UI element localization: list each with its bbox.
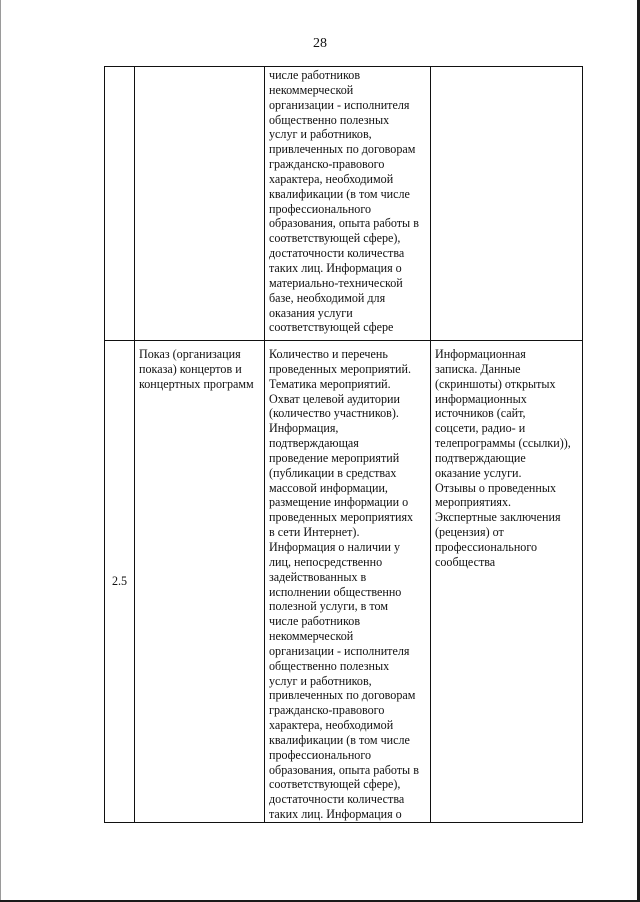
page-number: 28 — [313, 36, 327, 51]
table-row-2-5 — [105, 341, 583, 823]
evaluation-criteria-cell: числе работников некоммерческой организации - исполнителя общественно полезных услуг и работников, привлеченных по договорам гражданско-правового характера, необходимой квалификации (в том числе профессионального образования, опыта работы в соответствующей сфере), достаточности количества таких лиц. Информация о материально-технической базе, необходимой для оказания услуги соответствующей сфере — [265, 67, 431, 341]
scan-left-edge — [0, 0, 1, 902]
row-number-cell — [105, 67, 135, 341]
services-table — [104, 66, 583, 823]
table-row-continuation — [105, 67, 583, 341]
evaluation-criteria-cell: Количество и перечень проведенных мероприятий. Тематика мероприятий. Охват целевой аудитории (количество участников). Информация, подтверждающая проведение мероприятий (публикации в средствах массовой информации, размещение информации о проведенных мероприятиях в сети Интернет). Информация о наличии у лиц, непосредственно задействованных в исполнении общественно полезной услуги, в том числе работников некоммерческой организации - исполнителя общественно полезных услуг и работников, привлеченных по договорам гражданско-правового характера, необходимой квалификации (в том числе профессионального образования, опыта работы в соответствующей сфере), достаточности количества таких лиц. Информация о — [265, 341, 431, 823]
supporting-documents-cell: Информационная записка. Данные (скриншоты) открытых информационных источников (сайт, соцсети, радио- и телепрограммы (ссылки)), подтверждающие оказание услуги. Отзывы о проведенных мероприятиях. Экспертные заключения (рецензия) от профессионального сообщества — [431, 341, 583, 823]
service-name-cell: Показ (организация показа) концертов и концертных программ — [135, 341, 265, 823]
service-name-cell — [135, 67, 265, 341]
row-number-cell: 2.5 — [105, 341, 135, 823]
supporting-documents-cell — [431, 67, 583, 341]
